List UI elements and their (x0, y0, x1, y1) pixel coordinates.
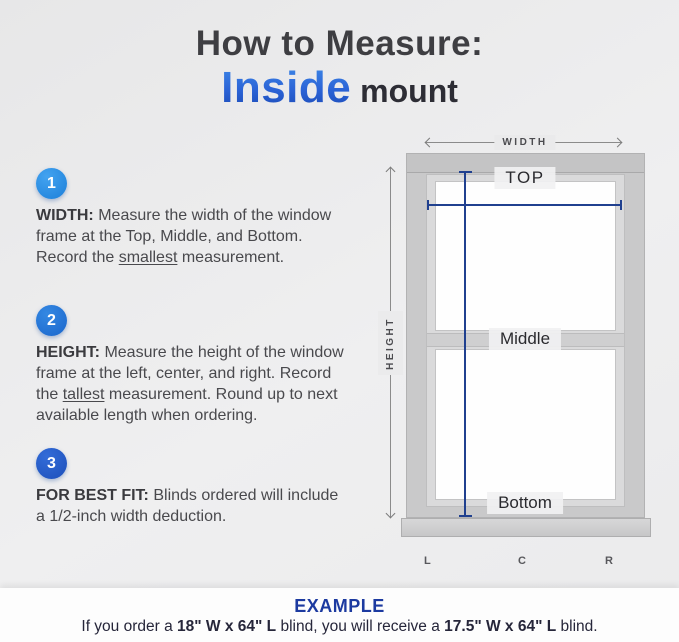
page-title (0, 24, 679, 115)
title-highlight-inside: Inside (221, 63, 352, 112)
step-2 (36, 305, 344, 426)
step-1-label: WIDTH: (36, 207, 94, 224)
step-1-underlined: smallest (118, 249, 178, 266)
height-measurement-tick-top (459, 171, 472, 173)
title-suffix-mount: mount (351, 73, 458, 109)
step-2-badge: 2 (36, 305, 67, 336)
step-1-body: Measure the width of the window frame at the Top, Middle, and Bottom. Record the (36, 207, 332, 266)
marker-left: L (424, 555, 432, 567)
window-lower-glass (435, 349, 616, 500)
label-middle: Middle (489, 328, 561, 350)
example-footer (0, 588, 679, 642)
width-measurement-tick-right (620, 200, 622, 210)
step-2-body: Measure the height of the window frame at the left, center, and right. Record the (36, 344, 344, 403)
width-measurement-line (428, 204, 621, 206)
step-1-after: measurement. (177, 249, 285, 266)
title-line2 (0, 64, 679, 115)
arrow-up-icon (386, 167, 396, 177)
step-2-after: measurement. Round up to next available length when ordering. (36, 386, 338, 424)
marker-center: C (518, 555, 527, 567)
height-measurement-line (464, 172, 466, 516)
example-heading: EXAMPLE (294, 596, 385, 616)
step-3-label: FOR BEST FIT: (36, 487, 149, 504)
label-top: TOP (494, 167, 555, 189)
width-dimension-label: WIDTH (494, 135, 555, 150)
example-bold-ordered-size: 18" W x 64" L (177, 618, 277, 635)
height-dimension-label (378, 311, 403, 375)
height-measurement-tick-bottom (459, 515, 472, 517)
step-1-text (36, 205, 344, 268)
arrow-down-icon (386, 509, 396, 519)
label-bottom: Bottom (487, 492, 563, 514)
height-dimension-label-text: HEIGHT (385, 316, 396, 370)
marker-right: R (605, 555, 614, 567)
step-3-text (36, 485, 344, 527)
step-3-body: Blinds ordered will include a 1/2-inch width deduction. (36, 487, 339, 525)
example-bold-received-size: 17.5" W x 64" L (444, 618, 557, 635)
step-2-underlined: tallest (62, 386, 105, 403)
step-3-badge: 3 (36, 448, 67, 479)
example-after: blind. (556, 618, 598, 635)
example-text (0, 618, 679, 636)
step-1-badge: 1 (36, 168, 67, 199)
width-measurement-tick-left (427, 200, 429, 210)
title-line1: How to Measure: (195, 24, 484, 63)
arrow-right-icon (613, 138, 623, 148)
step-2-label: HEIGHT: (36, 344, 100, 361)
example-middle: blind, you will receive a (276, 618, 445, 635)
step-3 (36, 448, 344, 527)
arrow-left-icon (425, 138, 435, 148)
step-2-text (36, 342, 344, 426)
example-before: If you order a (81, 618, 178, 635)
step-1 (36, 168, 344, 268)
window-sill (401, 518, 651, 537)
